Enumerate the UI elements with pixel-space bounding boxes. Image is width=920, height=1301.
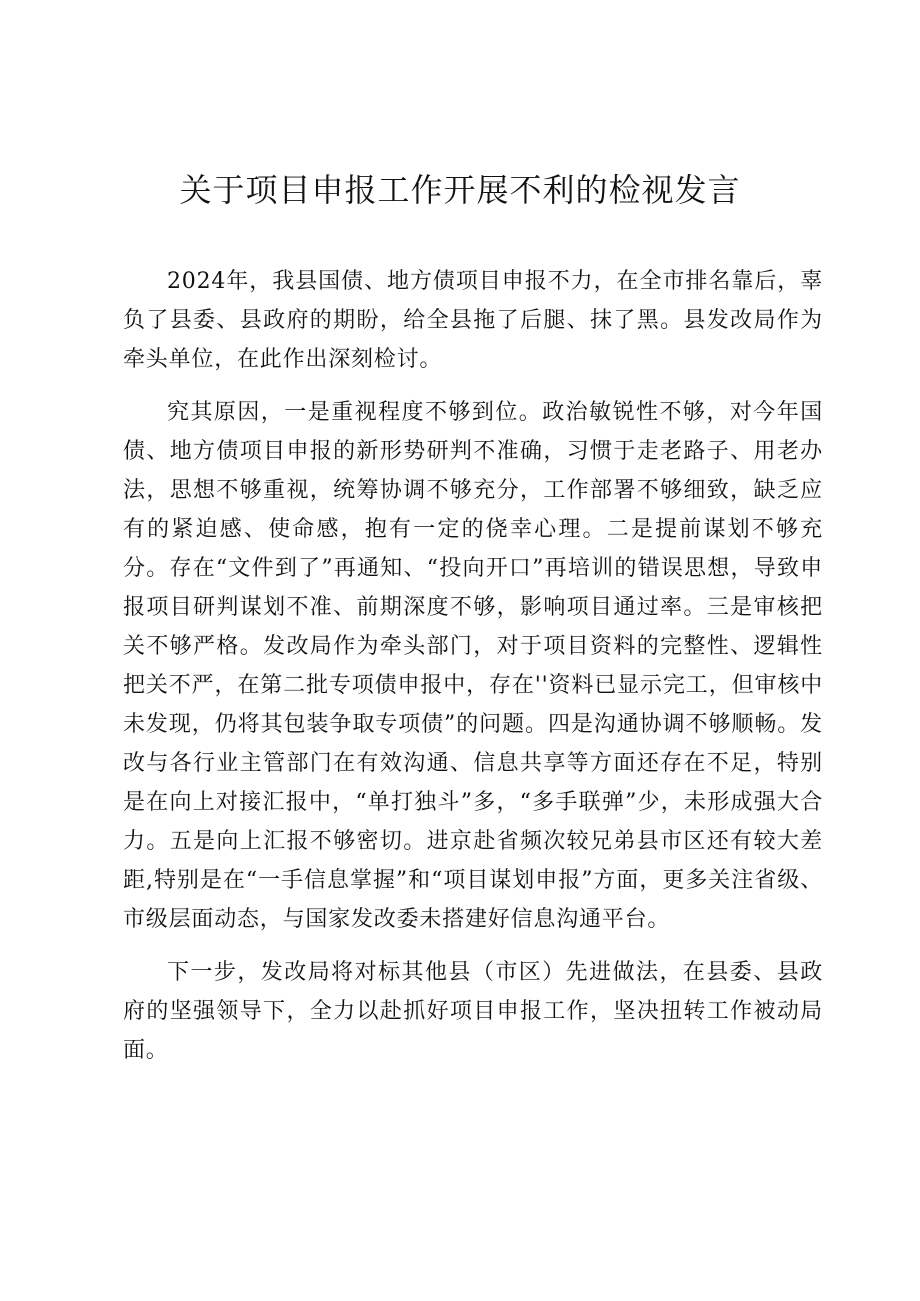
document-title: 关于项目申报工作开展不利的检视发言	[179, 171, 741, 209]
paragraph-causes: 究其原因，一是重视程度不够到位。政治敏锐性不够，对今年国债、地方债项目申报的新形势研判不准确，习惯于走老路子、用老办法，思想不够重视，统筹协调不够充分，工作部署不够细致，缺乏应有的紧迫感、使命感，抱有一定的侥幸心理。二是提前谋划不够充分。存在“文件到了”再通知、“投向开口”再培训的错误思想，导致申报项目研判谋划不准、前期深度不够，影响项目通过率。三是审核把关不够严格。发改局作为牵头部门，对于项目资料的完整性、逻辑性把关不严，在第二批专项债申报中，存在''资料已显示完工，但审核中未发现，仍将其包装争取专项债”的问题。四是沟通协调不够顺畅。发改与各行业主管部门在有效沟通、信息共享等方面还存在不足，特别是在向上对接汇报中，“单打独斗”多，“多手联弹”少，未形成强大合力。五是向上汇报不够密切。进京赴省频次较兄弟县市区还有较大差距,特别是在“一手信息掌握”和“项目谋划申报”方面，更多关注省级、市级层面动态，与国家发改委未搭建好信息沟通平台。	[123, 400, 823, 932]
paragraph-next-steps: 下一步，发改局将对标其他县（市区）先进做法，在县委、县政府的坚强领导下，全力以赴抓好项目申报工作，坚决扭转工作被动局面。	[123, 960, 823, 1063]
document-body	[123, 262, 823, 1084]
paragraph-intro: 2024年，我县国债、地方债项目申报不力，在全市排名靠后，辜负了县委、县政府的期盼，给全县拖了后腿、抹了黑。县发改局作为牵头单位，在此作出深刻检讨。	[123, 269, 823, 372]
